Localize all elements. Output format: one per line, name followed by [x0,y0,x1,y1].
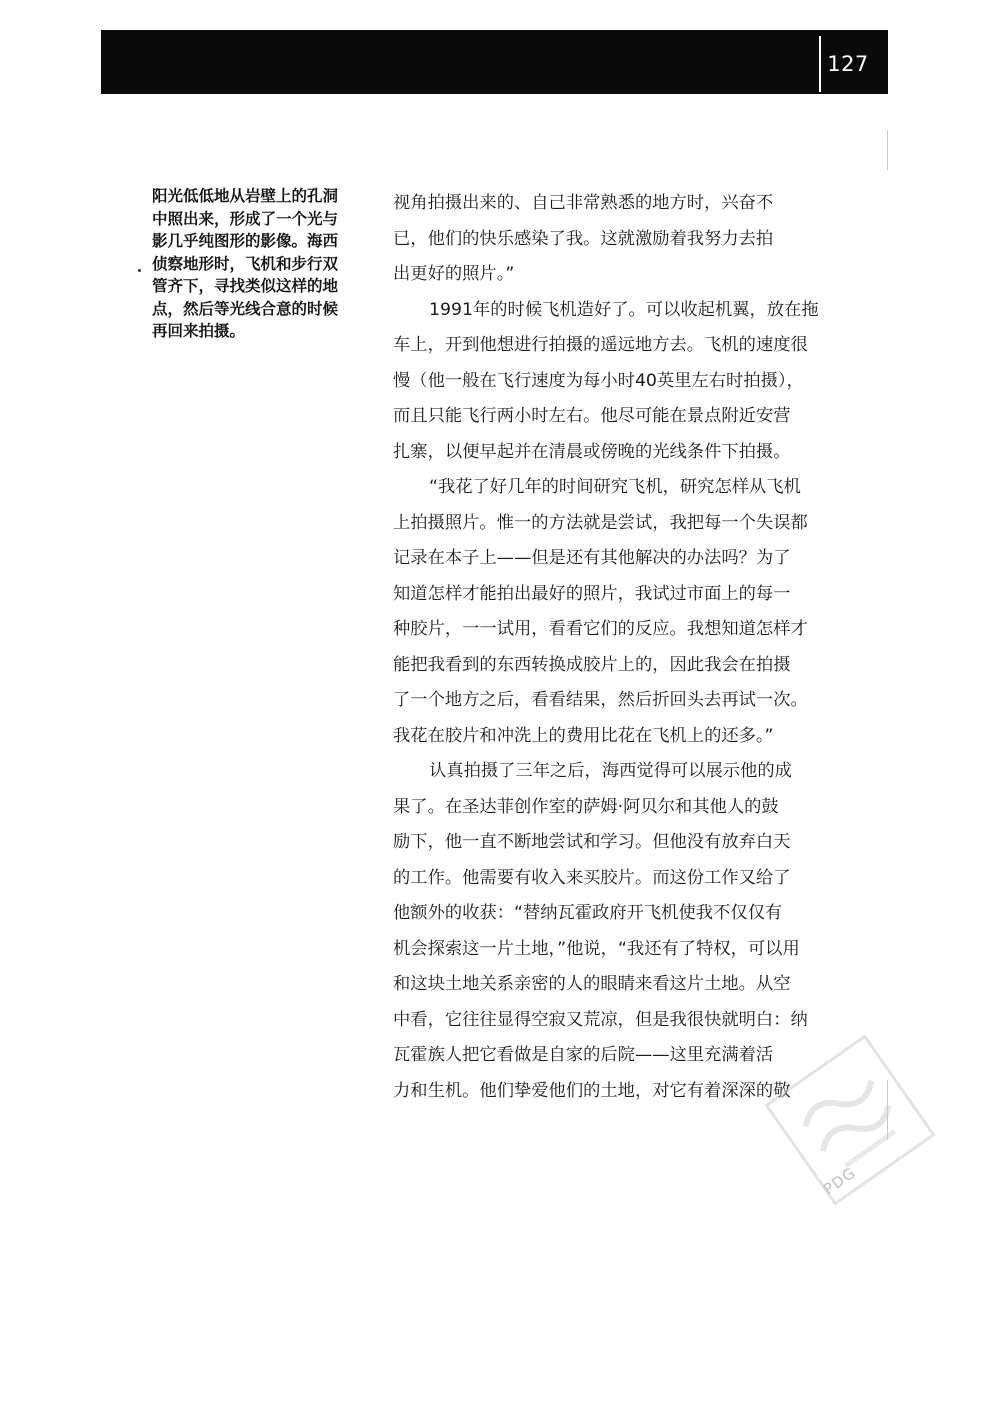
body-line: 了一个地方之后，看看结果，然后折回头去再试一次。 [393,690,808,710]
body-line: 和这块土地关系亲密的人的眼睛来看这片土地。从空 [393,974,791,994]
body-line: 瓦霍族人把它看做是自家的后院——这里充满着活 [393,1045,774,1065]
body-line: 车上，开到他想进行拍摄的遥远地方去。飞机的速度很 [393,335,808,355]
body-line: 他额外的收获：“替纳瓦霍政府开飞机使我不仅仅有 [393,903,783,923]
body-line: 果了。在圣达菲创作室的萨姆·阿贝尔和其他人的鼓 [393,796,779,817]
caption-bullet-mark [138,269,141,272]
watermark-label: PDG [820,1163,860,1199]
caption-line: 点，然后等光线合意的时候 [152,299,339,318]
body-line: 种胶片，一一试用，看看它们的反应。我想知道怎样才 [393,619,808,639]
body-paragraph-start: “我花了好几年的时间研究飞机，研究怎样从飞机 [429,477,801,497]
caption-line: 中照出来，形成了一个光与 [152,209,339,228]
body-paragraph-start: 认真拍摄了三年之后，海西觉得可以展示他的成 [429,761,792,781]
body-line: 力和生机。他们挚爱他们的土地，对它有着深深的敬 [393,1080,791,1101]
body-line: 慢（他一般在飞行速度为每小时40英里左右时拍摄）， [393,370,804,391]
body-line: 中看，它往往显得空寂又荒凉，但是我很快就明白：纳 [393,1009,808,1030]
body-text-column [393,186,833,1109]
body-line: 我花在胶片和冲洗上的费用比花在飞机上的还多。” [393,725,774,746]
body-line: 能把我看到的东西转换成胶片上的，因此我会在拍摄 [393,654,791,675]
page-header-band [101,30,888,94]
body-line: 记录在本子上——但是还有其他解决的办法吗？为了 [393,548,791,568]
caption-line: 影几乎纯图形的影像。海西 [152,232,339,250]
body-line: 上拍摄照片。惟一的方法就是尝试，我把每一个失误都 [393,512,808,533]
caption-line: 管齐下，寻找类似这样的地 [152,277,339,295]
body-line: 视角拍摄出来的、自己非常熟悉的地方时，兴奋不 [393,193,774,213]
body-line: 机会探索这一片土地，”他说，“我还有了特权，可以用 [393,938,800,959]
body-line: 已，他们的快乐感染了我。这就激励着我努力去拍 [393,228,774,249]
body-line: 的工作。他需要有收入来买胶片。而这份工作又给了 [393,867,791,888]
caption-line: 侦察地形时，飞机和步行双 [152,254,339,273]
header-divider [819,36,821,92]
body-line: 励下，他一直不断地尝试和学习。但他没有放弃白天 [393,832,791,852]
caption-line: 再回来拍摄。 [152,322,246,340]
body-paragraph-start: 1991年的时候飞机造好了。可以收起机翼，放在拖 [429,299,819,320]
caption-line: 阳光低低地从岩壁上的孔洞 [152,187,339,205]
body-line: 扎寨，以便早起并在清晨或傍晚的光线条件下拍摄。 [393,441,791,462]
body-line: 出更好的照片。” [393,264,515,284]
scan-margin-mark [887,130,888,170]
body-line: 知道怎样才能拍出最好的照片，我试过市面上的每一 [393,583,791,604]
page-number: 127 [827,52,869,76]
photo-caption [152,185,367,343]
body-line: 而且只能飞行两小时左右。他尽可能在景点附近安营 [393,406,791,426]
